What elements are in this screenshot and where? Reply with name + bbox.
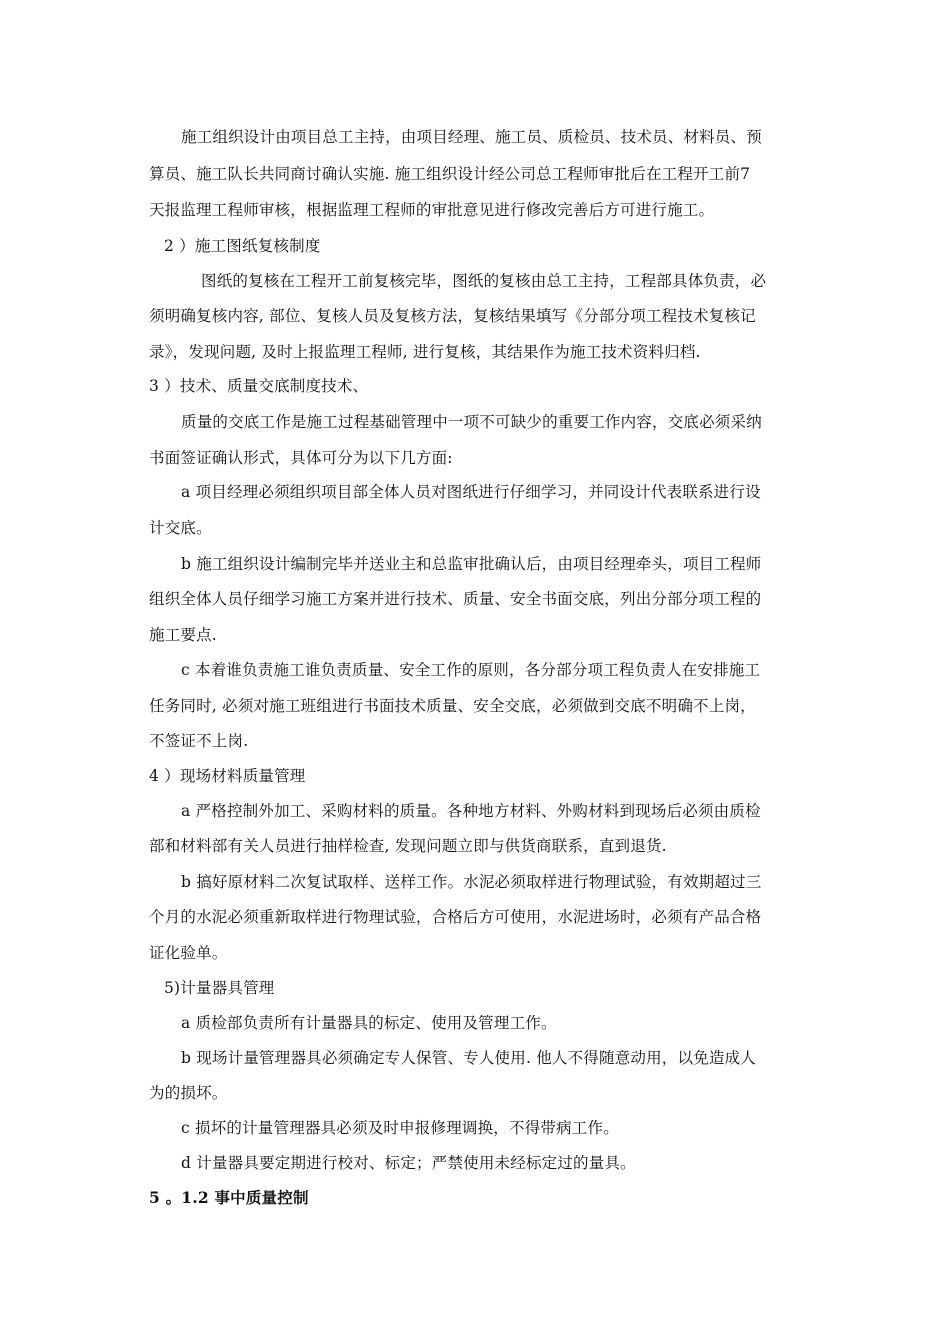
- list-item-line: d 计量器具要定期进行校对、标定；严禁使用未经标定过的量具。: [181, 1154, 636, 1172]
- section-heading-2: 2 ）施工图纸复核制度: [164, 237, 321, 255]
- list-item-line: 证化验单。: [149, 944, 228, 962]
- list-item-line: a 项目经理必须组织项目部全体人员对图纸进行仔细学习，并同设计代表联系进行设: [181, 483, 761, 501]
- list-item-line: 不签证不上岗.: [149, 732, 249, 750]
- subsection-heading: 5 。1.2 事中质量控制: [149, 1188, 309, 1207]
- section-heading-3: 3 ）技术、质量交底制度技术、: [149, 377, 369, 395]
- list-item-line: b 施工组织设计编制完毕并送业主和总监审批确认后，由项目经理牵头，项目工程师: [181, 555, 762, 573]
- list-item-line: a 严格控制外加工、采购材料的质量。各种地方材料、外购材料到现场后必须由质检: [181, 802, 761, 820]
- list-item-line: 施工要点.: [149, 626, 217, 644]
- list-item-line: 部和材料部有关人员进行抽样检查, 发现问题立即与供货商联系，直到退货.: [149, 837, 667, 855]
- section-heading-5: 5)计量器具管理: [164, 979, 275, 997]
- paragraph-line: 录》，发现问题, 及时上报监理工程师, 进行复核，其结果作为施工技术资料归档.: [149, 343, 701, 361]
- list-item-line: 组织全体人员仔细学习施工方案并进行技术、质量、安全书面交底，列出分部分项工程的: [149, 590, 762, 608]
- paragraph-line: 算员、施工队长共同商讨确认实施. 施工组织设计经公司总工程师审批后在工程开工前7: [149, 165, 751, 183]
- paragraph-line: 书面签证确认形式，具体可分为以下几方面:: [149, 449, 453, 467]
- list-item-line: a 质检部负责所有计量器具的标定、使用及管理工作。: [181, 1014, 557, 1032]
- list-item-line: c 损坏的计量管理器具必须及时申报修理调换，不得带病工作。: [181, 1119, 619, 1137]
- paragraph-line: 图纸的复核在工程开工前复核完毕，图纸的复核由总工主持，工程部具体负责，必: [201, 272, 767, 290]
- section-heading-4: 4 ）现场材料质量管理: [149, 767, 306, 785]
- paragraph-line: 质量的交底工作是施工过程基础管理中一项不可缺少的重要工作内容，交底必须采纳: [181, 413, 762, 431]
- list-item-line: 为的损坏。: [149, 1084, 228, 1102]
- paragraph-line: 天报监理工程师审核，根据监理工程师的审批意见进行修改完善后方可进行施工。: [149, 201, 715, 219]
- list-item-line: 计交底。: [149, 519, 212, 537]
- list-item-line: b 搞好原材料二次复试取样、送样工作。水泥必须取样进行物理试验，有效期超过三: [181, 873, 762, 891]
- list-item-line: 个月的水泥必须重新取样进行物理试验，合格后方可使用，水泥进场时，必须有产品合格: [149, 908, 762, 926]
- paragraph-line: 须明确复核内容, 部位、复核人员及复核方法，复核结果填写《分部分项工程技术复核记: [149, 307, 756, 325]
- list-item-line: b 现场计量管理器具必须确定专人保管、专人使用. 他人不得随意动用，以免造成人: [181, 1049, 757, 1067]
- list-item-line: c 本着谁负责施工谁负责质量、安全工作的原则，各分部分项工程负责人在安排施工: [181, 661, 761, 679]
- list-item-line: 任务同时, 必须对施工班组进行书面技术质量、安全交底，必须做到交底不明确不上岗，: [149, 697, 756, 715]
- paragraph-line: 施工组织设计由项目总工主持，由项目经理、施工员、质检员、技术员、材料员、预: [181, 128, 762, 146]
